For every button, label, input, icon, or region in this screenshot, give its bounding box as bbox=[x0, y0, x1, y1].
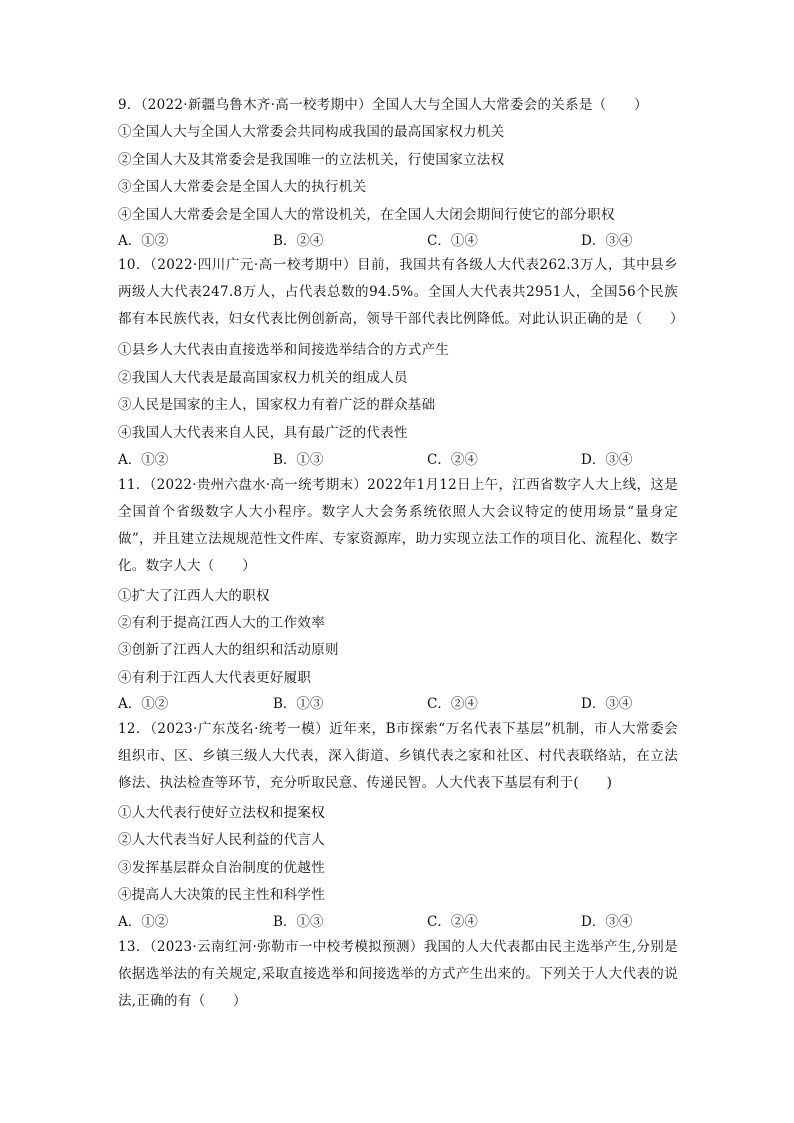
question-10-stem: 10．（2022·四川广元·高一校考期中）目前，我国共有各级人大代表262.3万人，其中县乡两级人大代表247.8万人，占代表总数的94.5%。全国人大代表共2951人，全国56个民族都有本民族代表，妇女代表比例创新高，领导干部代表比例降低。对此认识正确的是（ ） bbox=[118, 257, 684, 327]
question-11-choices bbox=[118, 694, 678, 714]
question-11-choice-d[interactable]: D．③④ bbox=[581, 696, 633, 712]
question-12-statement-1: ①人大代表行使好立法权和提案权 bbox=[118, 805, 325, 821]
question-12-choice-d[interactable]: D．③④ bbox=[581, 914, 633, 930]
question-10-statement-4: ④我国人大代表来自人民，具有最广泛的代表性 bbox=[118, 425, 408, 441]
question-11-statement-4: ④有利于江西人大代表更好履职 bbox=[118, 670, 312, 686]
question-12-choices bbox=[118, 912, 678, 932]
question-9-choice-c[interactable]: C．①④ bbox=[427, 233, 478, 249]
question-10-statement-1: ①县乡人大代表由直接选举和间接选举结合的方式产生 bbox=[118, 342, 450, 358]
question-12-choice-b[interactable]: B．①③ bbox=[273, 914, 324, 930]
question-10-choice-c[interactable]: C．②④ bbox=[427, 452, 478, 468]
question-12-statement-4: ④提高人大决策的民主性和科学性 bbox=[118, 887, 325, 903]
question-11-statement-1: ①扩大了江西人大的职权 bbox=[118, 588, 270, 604]
question-10-choices bbox=[118, 450, 678, 470]
question-11-stem: 11．（2022·贵州六盘水·高一统考期末）2022年1月12日上午，江西省数字人大上线，这是全国首个省级数字人大小程序。数字人大会务系统依照人大会议特定的使用场景“量身定做”，并且建立法规规范性文件库、专家资源库，助力实现立法工作的项目化、流程化、数字化。数字人大（ ） bbox=[118, 477, 678, 574]
question-12-statement-3: ③发挥基层群众自治制度的优越性 bbox=[118, 860, 325, 876]
question-11-choice-b[interactable]: B．①③ bbox=[273, 696, 324, 712]
question-12-choice-a[interactable]: A．①② bbox=[118, 914, 169, 930]
question-13-stem: 13．（2023·云南红河·弥勒市一中校考模拟预测）我国的人大代表都由民主选举产生,分别是依据选举法的有关规定,采取直接选举和间接选举的方式产生出来的。下列关于人大代表的说法,正确的有（ ） bbox=[118, 939, 678, 1009]
question-11-choice-a[interactable]: A．①② bbox=[118, 696, 169, 712]
question-9-statement-3: ③全国人大常委会是全国人大的执行机关 bbox=[118, 179, 367, 195]
question-9-choice-d[interactable]: D．③④ bbox=[581, 233, 633, 249]
question-10-statement-2: ②我国人大代表是最高国家权力机关的组成人员 bbox=[118, 370, 408, 386]
question-10-choice-d[interactable]: D．③④ bbox=[581, 452, 633, 468]
question-10-choice-a[interactable]: A．①② bbox=[118, 452, 169, 468]
question-12-choice-c[interactable]: C．②④ bbox=[427, 914, 478, 930]
question-11-statement-2: ②有利于提高江西人大的工作效率 bbox=[118, 615, 325, 631]
question-9-stem: 9．（2022·新疆乌鲁木齐·高一校考期中）全国人大与全国人大常委会的关系是（ ） bbox=[118, 97, 648, 113]
question-10-choice-b[interactable]: B．①③ bbox=[273, 452, 324, 468]
question-9-choice-a[interactable]: A．①② bbox=[118, 233, 169, 249]
question-9-statement-4: ④全国人大常委会是全国人大的常设机关，在全国人大闭会期间行使它的部分职权 bbox=[118, 207, 615, 223]
question-11-statement-3: ③创新了江西人大的组织和活动原则 bbox=[118, 642, 339, 658]
question-12-stem: 12．（2023·广东茂名·统考一模）近年来，B市探索“万名代表下基层”机制，市人大常委会组织市、区、乡镇三级人大代表，深入街道、乡镇代表之家和社区、村代表联络站，在立法修法、执法检查等环节，充分听取民意、传递民智。人大代表下基层有利于( ) bbox=[118, 721, 678, 791]
question-12-statement-2: ②人大代表当好人民利益的代言人 bbox=[118, 832, 325, 848]
question-9-choice-b[interactable]: B．②④ bbox=[273, 233, 324, 249]
question-10-statement-3: ③人民是国家的主人，国家权力有着广泛的群众基础 bbox=[118, 397, 436, 413]
question-9-choices bbox=[118, 231, 678, 251]
question-9-statement-2: ②全国人大及其常委会是我国唯一的立法机关，行使国家立法权 bbox=[118, 152, 505, 168]
question-9-statement-1: ①全国人大与全国人大常委会共同构成我国的最高国家权力机关 bbox=[118, 124, 505, 140]
question-11-choice-c[interactable]: C．②④ bbox=[427, 696, 478, 712]
